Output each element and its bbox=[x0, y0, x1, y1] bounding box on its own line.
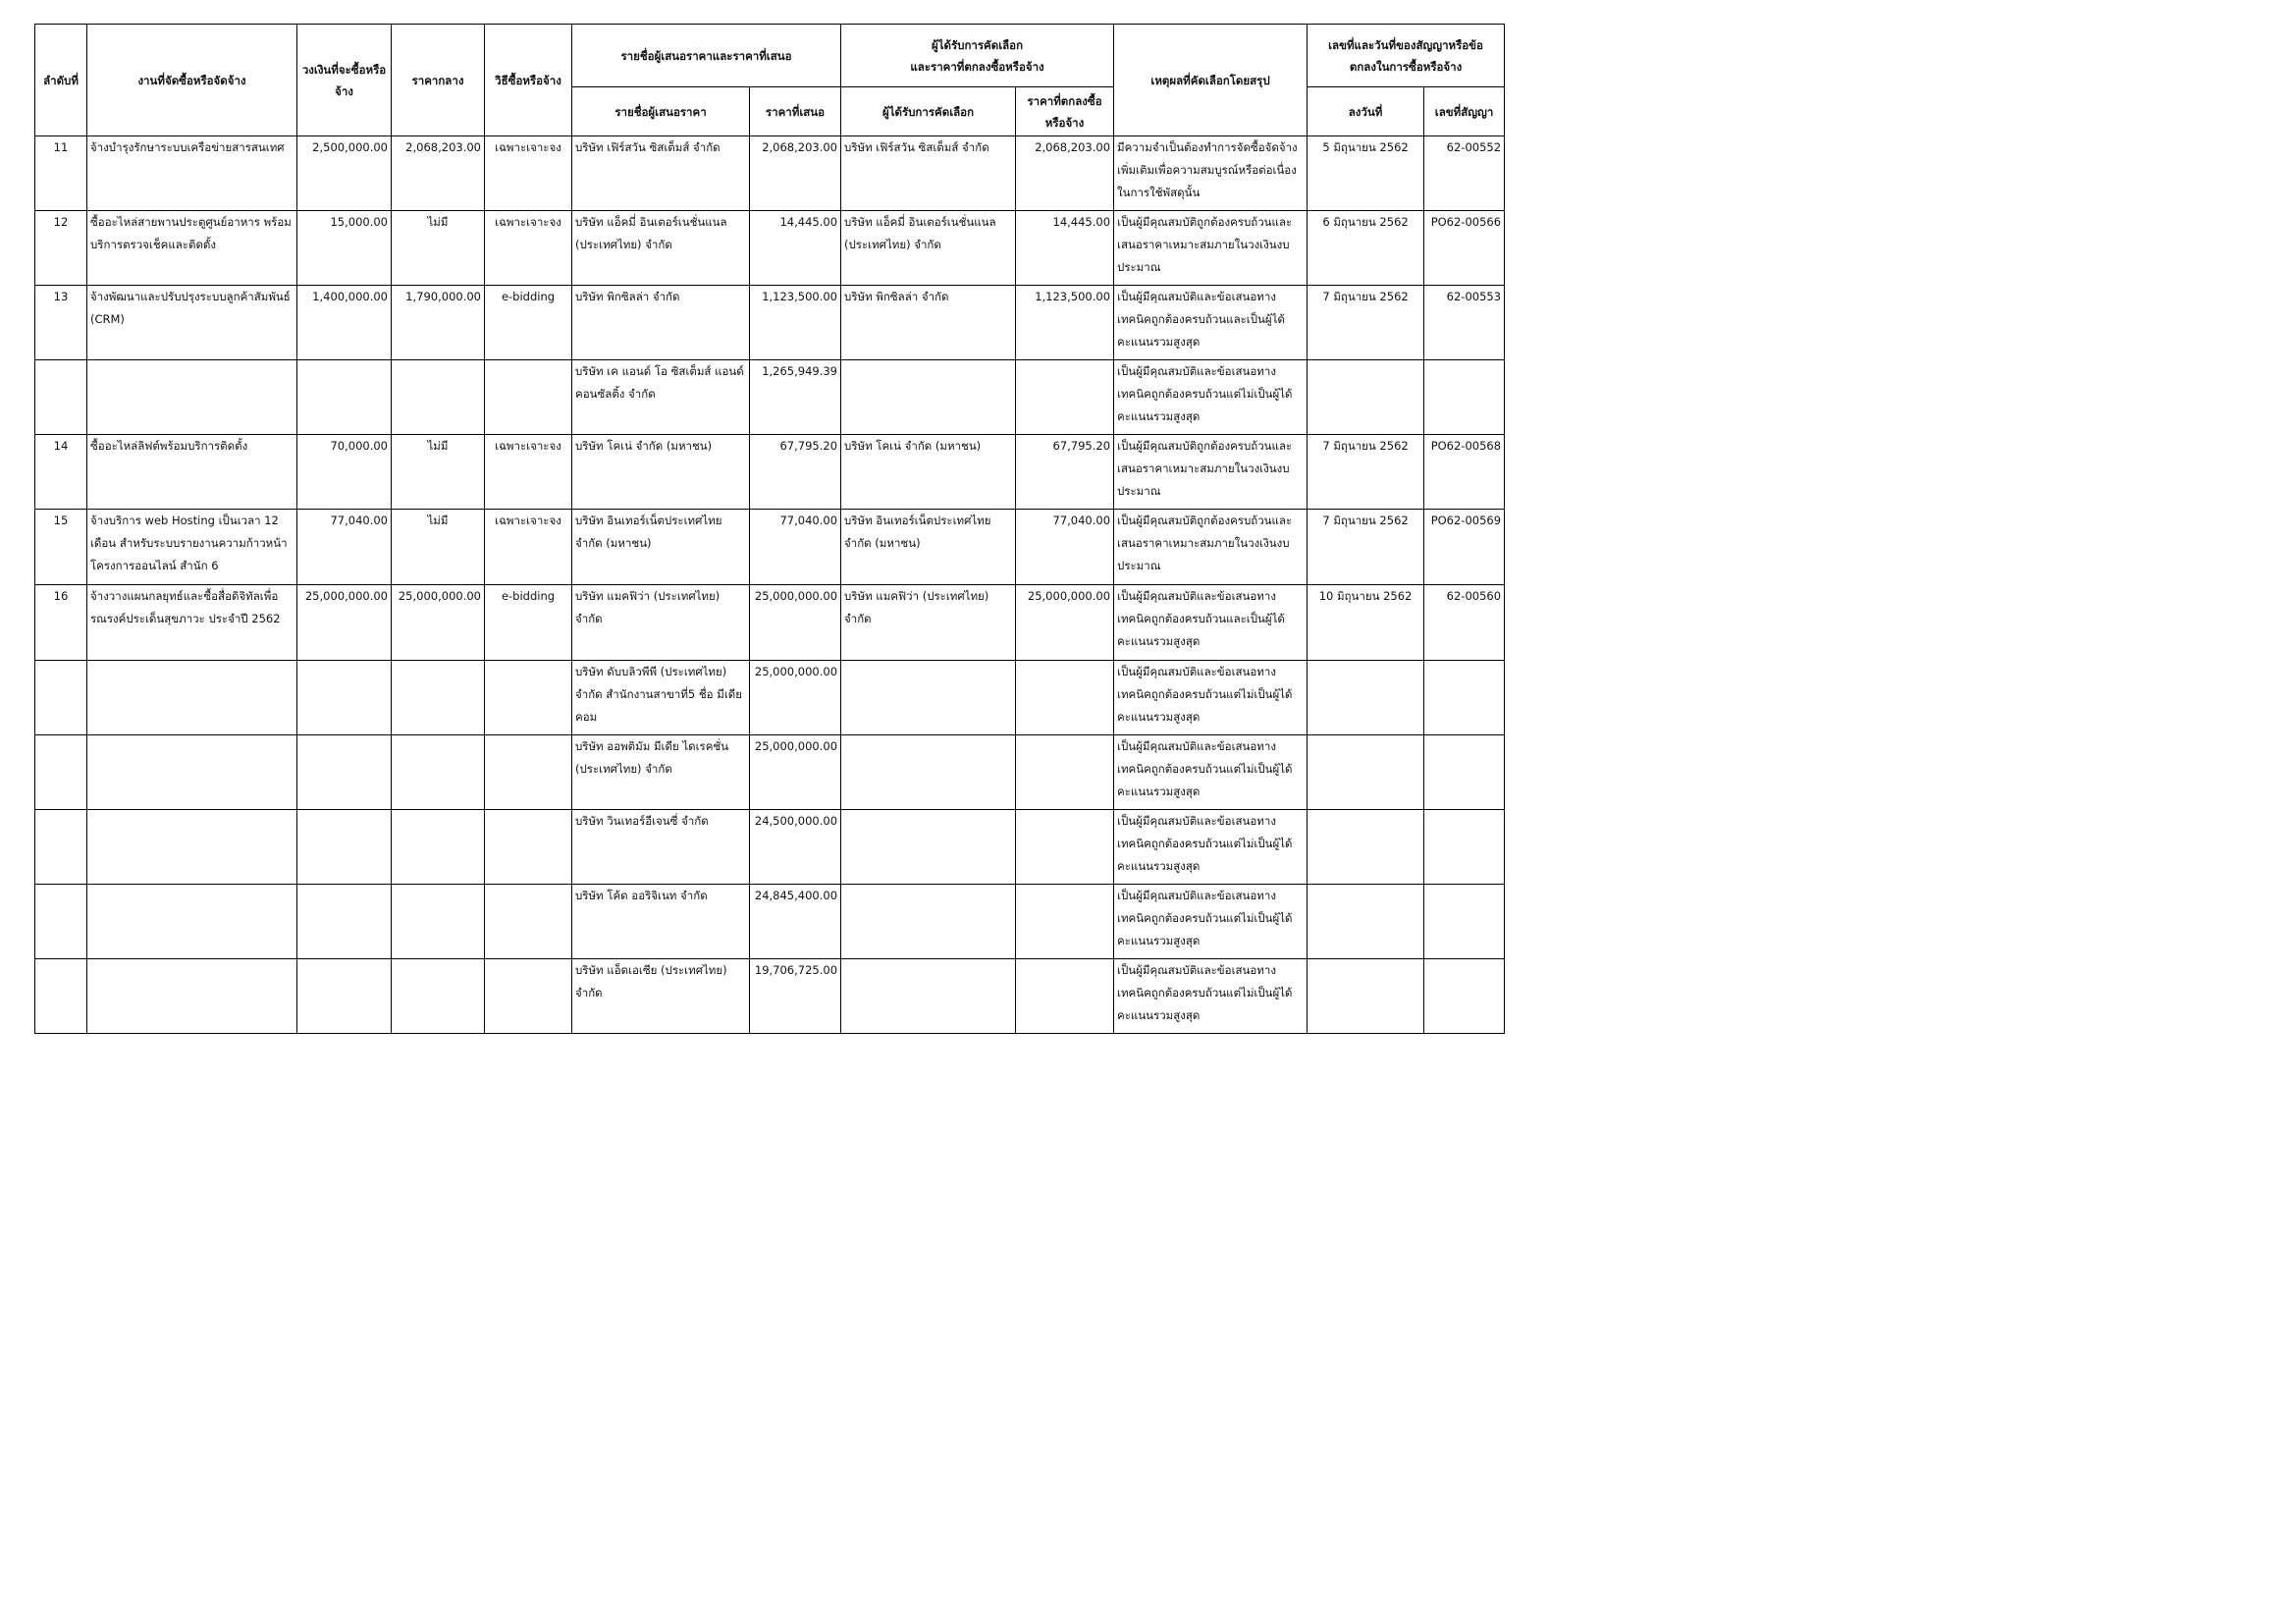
median-price-cell bbox=[392, 661, 485, 735]
row-number: 12 bbox=[35, 211, 87, 286]
date-cell: 7 มิถุนายน 2562 bbox=[1308, 435, 1424, 510]
date-cell bbox=[1308, 661, 1424, 735]
header-no: ลำดับที่ bbox=[35, 25, 87, 136]
table-row bbox=[35, 885, 1505, 959]
method-cell bbox=[485, 735, 572, 810]
table-row bbox=[35, 585, 1505, 661]
method-cell: e-bidding bbox=[485, 585, 572, 661]
budget-cell bbox=[297, 959, 392, 1034]
median-price-cell: ไม่มี bbox=[392, 435, 485, 510]
header-row-1 bbox=[35, 25, 1505, 87]
method-cell bbox=[485, 360, 572, 435]
row-number bbox=[35, 959, 87, 1034]
budget-cell: 2,500,000.00 bbox=[297, 136, 392, 211]
agreed-price-cell: 14,445.00 bbox=[1016, 211, 1114, 286]
row-number bbox=[35, 661, 87, 735]
method-cell bbox=[485, 810, 572, 885]
row-number bbox=[35, 360, 87, 435]
item-cell bbox=[87, 661, 297, 735]
median-price-cell bbox=[392, 885, 485, 959]
table-row bbox=[35, 661, 1505, 735]
contract-no-cell bbox=[1424, 735, 1505, 810]
header-date: ลงวันที่ bbox=[1308, 87, 1424, 136]
contract-no-cell: 62-00553 bbox=[1424, 286, 1505, 360]
reason-cell: มีความจำเป็นต้องทำการจัดซื้อจัดจ้างเพิ่มเติมเพื่อความสมบูรณ์หรือต่อเนื่องในการใช้พัสดุนั้น bbox=[1114, 136, 1308, 211]
contract-no-cell bbox=[1424, 959, 1505, 1034]
header-bidder-name: รายชื่อผู้เสนอราคา bbox=[572, 87, 750, 136]
median-price-cell bbox=[392, 959, 485, 1034]
budget-cell bbox=[297, 661, 392, 735]
budget-cell bbox=[297, 360, 392, 435]
bidder-name-cell: บริษัท ดับบลิวพีพี (ประเทศไทย) จำกัด สำนักงานสาขาที่5 ชื่อ มีเดียคอม bbox=[572, 661, 750, 735]
header-item: งานที่จัดซื้อหรือจัดจ้าง bbox=[87, 25, 297, 136]
median-price-cell: 2,068,203.00 bbox=[392, 136, 485, 211]
contract-no-cell bbox=[1424, 360, 1505, 435]
procurement-document bbox=[34, 24, 1505, 1034]
header-winner-group-line2: และราคาที่ตกลงซื้อหรือจ้าง bbox=[910, 59, 1044, 74]
contract-no-cell: PO62-00566 bbox=[1424, 211, 1505, 286]
date-cell: 7 มิถุนายน 2562 bbox=[1308, 510, 1424, 585]
winner-name-cell: บริษัท โคเน่ จำกัด (มหาชน) bbox=[841, 435, 1016, 510]
agreed-price-cell: 67,795.20 bbox=[1016, 435, 1114, 510]
contract-no-cell bbox=[1424, 885, 1505, 959]
header-method: วิธีซื้อหรือจ้าง bbox=[485, 25, 572, 136]
item-cell: จ้างบริการ web Hosting เป็นเวลา 12 เดือน สำหรับระบบรายงานความก้าวหน้าโครงการออนไลน์ สำนัก 6 bbox=[87, 510, 297, 585]
bidder-name-cell: บริษัท เฟิร์สวัน ซิสเต็มส์ จำกัด bbox=[572, 136, 750, 211]
date-cell: 5 มิถุนายน 2562 bbox=[1308, 136, 1424, 211]
winner-name-cell bbox=[841, 885, 1016, 959]
header-budget: วงเงินที่จะซื้อหรือจ้าง bbox=[297, 25, 392, 136]
winner-name-cell bbox=[841, 735, 1016, 810]
winner-name-cell: บริษัท อินเทอร์เน็ตประเทศไทย จำกัด (มหาชน) bbox=[841, 510, 1016, 585]
method-cell: e-bidding bbox=[485, 286, 572, 360]
date-cell bbox=[1308, 735, 1424, 810]
budget-cell: 1,400,000.00 bbox=[297, 286, 392, 360]
agreed-price-cell bbox=[1016, 360, 1114, 435]
table-row bbox=[35, 360, 1505, 435]
median-price-cell: ไม่มี bbox=[392, 510, 485, 585]
method-cell bbox=[485, 661, 572, 735]
date-cell: 10 มิถุนายน 2562 bbox=[1308, 585, 1424, 661]
procurement-table bbox=[34, 24, 1505, 1034]
contract-no-cell: 62-00552 bbox=[1424, 136, 1505, 211]
method-cell: เฉพาะเจาะจง bbox=[485, 211, 572, 286]
reason-cell: เป็นผู้มีคุณสมบัติถูกต้องครบถ้วนและเสนอราคาเหมาะสมภายในวงเงินงบประมาณ bbox=[1114, 211, 1308, 286]
winner-name-cell: บริษัท แอ็คมี่ อินเตอร์เนชั่นแนล (ประเทศไทย) จำกัด bbox=[841, 211, 1016, 286]
contract-no-cell bbox=[1424, 661, 1505, 735]
header-reason: เหตุผลที่คัดเลือกโดยสรุป bbox=[1114, 25, 1308, 136]
item-cell bbox=[87, 885, 297, 959]
row-number bbox=[35, 735, 87, 810]
date-cell bbox=[1308, 959, 1424, 1034]
bidder-name-cell: บริษัท แอ็ดเอเซีย (ประเทศไทย) จำกัด bbox=[572, 959, 750, 1034]
header-winner-group-line1: ผู้ได้รับการคัดเลือก bbox=[931, 37, 1024, 52]
bid-price-cell: 1,265,949.39 bbox=[750, 360, 841, 435]
table-row bbox=[35, 510, 1505, 585]
agreed-price-cell: 77,040.00 bbox=[1016, 510, 1114, 585]
agreed-price-cell: 25,000,000.00 bbox=[1016, 585, 1114, 661]
reason-cell: เป็นผู้มีคุณสมบัติและข้อเสนอทางเทคนิคถูกต้องครบถ้วนแต่ไม่เป็นผู้ได้คะแนนรวมสูงสุด bbox=[1114, 360, 1308, 435]
median-price-cell bbox=[392, 810, 485, 885]
bidder-name-cell: บริษัท โค้ด ออริจิเนท จำกัด bbox=[572, 885, 750, 959]
bidder-name-cell: บริษัท อินเทอร์เน็ตประเทศไทย จำกัด (มหาชน) bbox=[572, 510, 750, 585]
item-cell bbox=[87, 810, 297, 885]
row-number: 11 bbox=[35, 136, 87, 211]
table-row bbox=[35, 136, 1505, 211]
winner-name-cell: บริษัท เฟิร์สวัน ซิสเต็มส์ จำกัด bbox=[841, 136, 1016, 211]
table-row bbox=[35, 435, 1505, 510]
date-cell: 7 มิถุนายน 2562 bbox=[1308, 286, 1424, 360]
table-row bbox=[35, 286, 1505, 360]
bidder-name-cell: บริษัท แมคฟิว่า (ประเทศไทย) จำกัด bbox=[572, 585, 750, 661]
reason-cell: เป็นผู้มีคุณสมบัติถูกต้องครบถ้วนและเสนอราคาเหมาะสมภายในวงเงินงบประมาณ bbox=[1114, 435, 1308, 510]
bid-price-cell: 19,706,725.00 bbox=[750, 959, 841, 1034]
row-number: 15 bbox=[35, 510, 87, 585]
contract-no-cell: PO62-00569 bbox=[1424, 510, 1505, 585]
median-price-cell bbox=[392, 360, 485, 435]
agreed-price-cell bbox=[1016, 735, 1114, 810]
budget-cell bbox=[297, 735, 392, 810]
budget-cell bbox=[297, 885, 392, 959]
date-cell: 6 มิถุนายน 2562 bbox=[1308, 211, 1424, 286]
method-cell: เฉพาะเจาะจง bbox=[485, 136, 572, 211]
item-cell: ซื้ออะไหล่ลิฟต์พร้อมบริการติดตั้ง bbox=[87, 435, 297, 510]
agreed-price-cell bbox=[1016, 959, 1114, 1034]
bid-price-cell: 2,068,203.00 bbox=[750, 136, 841, 211]
bidder-name-cell: บริษัท พิกซิลล่า จำกัด bbox=[572, 286, 750, 360]
row-number bbox=[35, 885, 87, 959]
bid-price-cell: 67,795.20 bbox=[750, 435, 841, 510]
header-agreed-price: ราคาที่ตกลงซื้อหรือจ้าง bbox=[1016, 87, 1114, 136]
budget-cell: 77,040.00 bbox=[297, 510, 392, 585]
winner-name-cell bbox=[841, 959, 1016, 1034]
bid-price-cell: 25,000,000.00 bbox=[750, 735, 841, 810]
median-price-cell bbox=[392, 735, 485, 810]
budget-cell: 15,000.00 bbox=[297, 211, 392, 286]
bid-price-cell: 24,500,000.00 bbox=[750, 810, 841, 885]
header-bidders-group: รายชื่อผู้เสนอราคาและราคาที่เสนอ bbox=[572, 25, 841, 87]
item-cell bbox=[87, 735, 297, 810]
item-cell: จ้างบำรุงรักษาระบบเครือข่ายสารสนเทศ bbox=[87, 136, 297, 211]
date-cell bbox=[1308, 885, 1424, 959]
median-price-cell: 25,000,000.00 bbox=[392, 585, 485, 661]
bid-price-cell: 1,123,500.00 bbox=[750, 286, 841, 360]
table-row bbox=[35, 211, 1505, 286]
budget-cell bbox=[297, 810, 392, 885]
item-cell bbox=[87, 959, 297, 1034]
bidder-name-cell: บริษัท เค แอนด์ โอ ซิสเต็มส์ แอนด์ คอนซัลติ้ง จำกัด bbox=[572, 360, 750, 435]
row-number bbox=[35, 810, 87, 885]
bidder-name-cell: บริษัท แอ็คมี่ อินเตอร์เนชั่นแนล (ประเทศไทย) จำกัด bbox=[572, 211, 750, 286]
item-cell bbox=[87, 360, 297, 435]
table-body bbox=[35, 136, 1505, 1034]
header-contract-group: เลขที่และวันที่ของสัญญาหรือข้อตกลงในการซื้อหรือจ้าง bbox=[1308, 25, 1505, 87]
bid-price-cell: 77,040.00 bbox=[750, 510, 841, 585]
row-number: 13 bbox=[35, 286, 87, 360]
contract-no-cell: PO62-00568 bbox=[1424, 435, 1505, 510]
header-winner-name: ผู้ได้รับการคัดเลือก bbox=[841, 87, 1016, 136]
winner-name-cell: บริษัท แมคฟิว่า (ประเทศไทย) จำกัด bbox=[841, 585, 1016, 661]
reason-cell: เป็นผู้มีคุณสมบัติและข้อเสนอทางเทคนิคถูกต้องครบถ้วนแต่ไม่เป็นผู้ได้คะแนนรวมสูงสุด bbox=[1114, 735, 1308, 810]
header-bid-price: ราคาที่เสนอ bbox=[750, 87, 841, 136]
reason-cell: เป็นผู้มีคุณสมบัติถูกต้องครบถ้วนและเสนอราคาเหมาะสมภายในวงเงินงบประมาณ bbox=[1114, 510, 1308, 585]
header-median-price: ราคากลาง bbox=[392, 25, 485, 136]
header-contract-no: เลขที่สัญญา bbox=[1424, 87, 1505, 136]
median-price-cell: 1,790,000.00 bbox=[392, 286, 485, 360]
table-row bbox=[35, 810, 1505, 885]
item-cell: ซื้ออะไหล่สายพานประตูศูนย์อาหาร พร้อมบริการตรวจเช็คและติดตั้ง bbox=[87, 211, 297, 286]
date-cell bbox=[1308, 810, 1424, 885]
item-cell: จ้างวางแผนกลยุทธ์และซื้อสื่อดิจิทัลเพื่อรณรงค์ประเด็นสุขภาวะ ประจำปี 2562 bbox=[87, 585, 297, 661]
bidder-name-cell: บริษัท โคเน่ จำกัด (มหาชน) bbox=[572, 435, 750, 510]
item-cell: จ้างพัฒนาและปรับปรุงระบบลูกค้าสัมพันธ์ (CRM) bbox=[87, 286, 297, 360]
bid-price-cell: 14,445.00 bbox=[750, 211, 841, 286]
table-row bbox=[35, 735, 1505, 810]
bidder-name-cell: บริษัท วินเทอร์อีเจนซี่ จำกัด bbox=[572, 810, 750, 885]
method-cell: เฉพาะเจาะจง bbox=[485, 435, 572, 510]
budget-cell: 70,000.00 bbox=[297, 435, 392, 510]
bid-price-cell: 25,000,000.00 bbox=[750, 661, 841, 735]
winner-name-cell: บริษัท พิกซิลล่า จำกัด bbox=[841, 286, 1016, 360]
reason-cell: เป็นผู้มีคุณสมบัติและข้อเสนอทางเทคนิคถูกต้องครบถ้วนแต่ไม่เป็นผู้ได้คะแนนรวมสูงสุด bbox=[1114, 885, 1308, 959]
reason-cell: เป็นผู้มีคุณสมบัติและข้อเสนอทางเทคนิคถูกต้องครบถ้วนและเป็นผู้ได้คะแนนรวมสูงสุด bbox=[1114, 286, 1308, 360]
contract-no-cell: 62-00560 bbox=[1424, 585, 1505, 661]
reason-cell: เป็นผู้มีคุณสมบัติและข้อเสนอทางเทคนิคถูกต้องครบถ้วนและเป็นผู้ได้คะแนนรวมสูงสุด bbox=[1114, 585, 1308, 661]
agreed-price-cell bbox=[1016, 661, 1114, 735]
contract-no-cell bbox=[1424, 810, 1505, 885]
table-row bbox=[35, 959, 1505, 1034]
agreed-price-cell bbox=[1016, 810, 1114, 885]
header-winner-group bbox=[841, 25, 1114, 87]
bid-price-cell: 25,000,000.00 bbox=[750, 585, 841, 661]
winner-name-cell bbox=[841, 810, 1016, 885]
median-price-cell: ไม่มี bbox=[392, 211, 485, 286]
winner-name-cell bbox=[841, 360, 1016, 435]
method-cell bbox=[485, 885, 572, 959]
budget-cell: 25,000,000.00 bbox=[297, 585, 392, 661]
reason-cell: เป็นผู้มีคุณสมบัติและข้อเสนอทางเทคนิคถูกต้องครบถ้วนแต่ไม่เป็นผู้ได้คะแนนรวมสูงสุด bbox=[1114, 661, 1308, 735]
reason-cell: เป็นผู้มีคุณสมบัติและข้อเสนอทางเทคนิคถูกต้องครบถ้วนแต่ไม่เป็นผู้ได้คะแนนรวมสูงสุด bbox=[1114, 810, 1308, 885]
bidder-name-cell: บริษัท ออพติมัม มีเดีย ไดเรคชั่น (ประเทศไทย) จำกัด bbox=[572, 735, 750, 810]
method-cell: เฉพาะเจาะจง bbox=[485, 510, 572, 585]
agreed-price-cell: 2,068,203.00 bbox=[1016, 136, 1114, 211]
bid-price-cell: 24,845,400.00 bbox=[750, 885, 841, 959]
agreed-price-cell bbox=[1016, 885, 1114, 959]
row-number: 14 bbox=[35, 435, 87, 510]
agreed-price-cell: 1,123,500.00 bbox=[1016, 286, 1114, 360]
method-cell bbox=[485, 959, 572, 1034]
date-cell bbox=[1308, 360, 1424, 435]
reason-cell: เป็นผู้มีคุณสมบัติและข้อเสนอทางเทคนิคถูกต้องครบถ้วนแต่ไม่เป็นผู้ได้คะแนนรวมสูงสุด bbox=[1114, 959, 1308, 1034]
row-number: 16 bbox=[35, 585, 87, 661]
winner-name-cell bbox=[841, 661, 1016, 735]
